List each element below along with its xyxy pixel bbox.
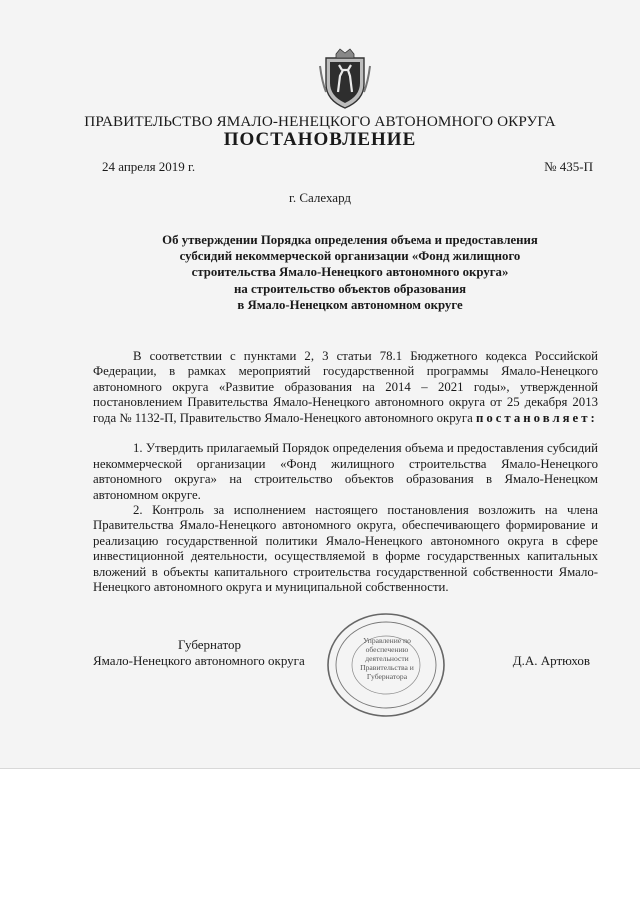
signatory-name: Д.А. Артюхов (512, 653, 590, 668)
document-date: 24 апреля 2019 г. (102, 159, 196, 174)
coat-of-arms-icon (318, 48, 372, 110)
item-1: 1. Утвердить прилагаемый Порядок определения объема и предоставления субсидий некоммерческой организации «Фонд жилищного строительства Ямало-Ненецкого автономного округа» на строительство объектов образования в Ямало-Ненецком автономном округе. (93, 441, 598, 502)
city: г. Салехард (288, 190, 352, 205)
resolves-keyword: постановляет: (475, 410, 598, 425)
subject-line: субсидий некоммерческой организации «Фонд жилищного (179, 249, 521, 264)
subject-line: Об утверждении Порядка определения объема и предоставления (162, 233, 538, 247)
stamp-text: Управление по обеспечению деятельности Правительства и Губернатора (360, 636, 414, 681)
blank-area (0, 769, 640, 905)
document-body (93, 349, 598, 595)
subject-line: на строительство объектов образования (233, 281, 467, 296)
government-title: ПРАВИТЕЛЬСТВО ЯМАЛО-НЕНЕЦКОГО АВТОНОМНОГО ОКРУГА (84, 113, 556, 130)
document-type: ПОСТАНОВЛЕНИЕ (223, 129, 417, 150)
signatory-title: Губернатор (178, 637, 241, 652)
preamble-text: В соответствии с пунктами 2, 3 статьи 78.1 Бюджетного кодекса Российской Федерации, в рамках мероприятий государственной программы Ямало-Ненецкого автономного округа «Развитие образования на 2014 – 2021 годы», утвержденной постановлением Правительства Ямало-Ненецкого автономного округа от 25 декабря 2013 года № 1132-П, Правительство Ямало-Ненецкого автономного округа (93, 349, 598, 425)
subject-line: в Ямало-Ненецком автономном округе (237, 297, 463, 312)
preamble-paragraph (93, 349, 598, 426)
subject-line: строительства Ямало-Ненецкого автономного округа» (191, 265, 509, 280)
document-number: № 435-П (544, 159, 593, 174)
document-subject (120, 232, 580, 313)
item-2: 2. Контроль за исполнением настоящего постановления возложить на члена Правительства Ямало-Ненецкого автономного округа, обеспечивающего формирование и реализацию государственной политики Ямало-Ненецкого автономного округа в сфере инвестиционной деятельности, осуществляемой в форме государственных капитальных вложений в объекты капитального строительства государственной собственности Ямало-Ненецкого автономного округа и муниципальной собственности. (93, 503, 598, 595)
signatory-organization: Ямало-Ненецкого автономного округа (93, 653, 305, 668)
